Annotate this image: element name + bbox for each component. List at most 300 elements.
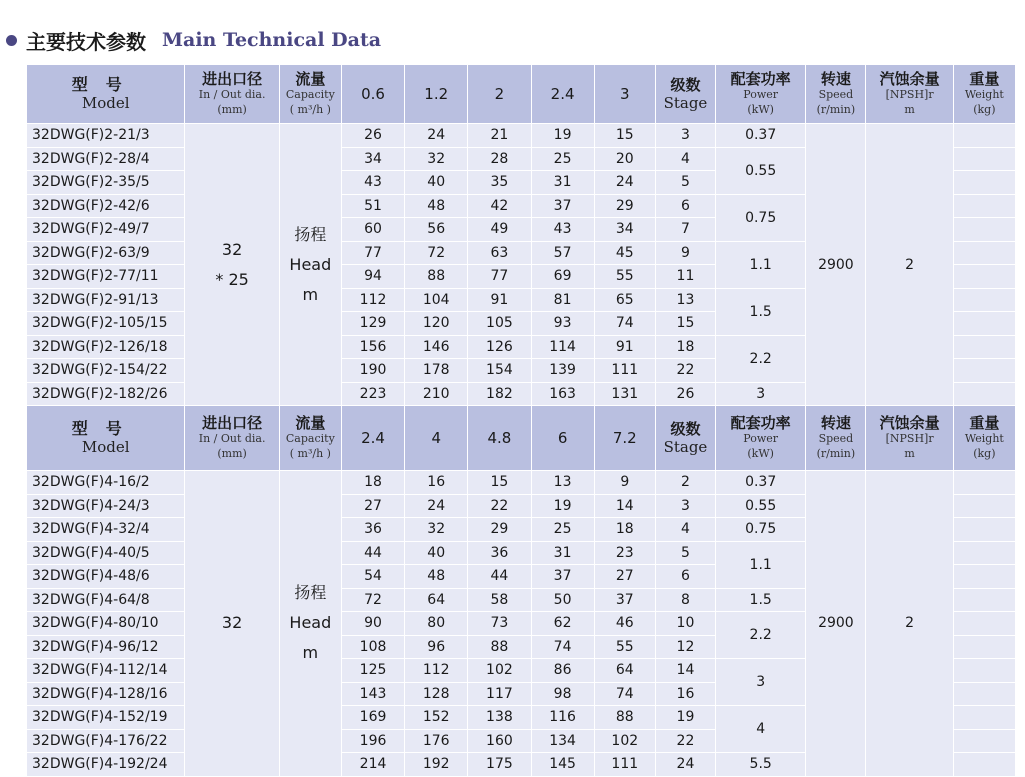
head-value-cell: 16 <box>405 471 468 495</box>
weight-cell <box>953 612 1015 636</box>
head-value-cell: 32 <box>405 518 468 542</box>
stage-cell: 3 <box>655 124 715 148</box>
head-value-cell: 154 <box>468 359 531 383</box>
head-value-cell: 129 <box>341 312 404 336</box>
npsh-cell: 2 <box>866 471 953 777</box>
header-npsh <box>866 65 953 124</box>
header-speed-en: Speed <box>818 432 854 446</box>
head-value-cell: 36 <box>341 518 404 542</box>
model-cell: 32DWG(F)4-40/5 <box>27 541 185 565</box>
model-cell: 32DWG(F)2-63/9 <box>27 241 185 265</box>
head-value-cell: 74 <box>594 312 655 336</box>
stage-cell: 19 <box>655 706 715 730</box>
weight-cell <box>953 518 1015 542</box>
header-weight-cn: 重量 <box>969 414 1000 433</box>
head-value-cell: 9 <box>594 471 655 495</box>
header-flow-value <box>594 65 655 124</box>
head-value-cell: 26 <box>341 124 404 148</box>
weight-cell <box>953 706 1015 730</box>
header-cap-unit: ( m³/h ) <box>289 446 331 460</box>
flow-value: 2 <box>494 84 505 103</box>
power-cell: 0.37 <box>716 471 806 495</box>
weight-cell <box>953 729 1015 753</box>
head-value-cell: 192 <box>405 753 468 777</box>
header-row <box>27 406 1016 471</box>
model-cell: 32DWG(F)4-64/8 <box>27 588 185 612</box>
page-title <box>6 25 381 55</box>
model-cell: 32DWG(F)2-105/15 <box>27 312 185 336</box>
header-dia-unit: (mm) <box>217 102 247 116</box>
weight-cell <box>953 335 1015 359</box>
model-cell: 32DWG(F)2-42/6 <box>27 194 185 218</box>
head-value-cell: 37 <box>531 194 594 218</box>
header-dia-cn: 进出口径 <box>202 414 263 433</box>
header-power-en: Power <box>743 432 779 446</box>
head-label-unit: m <box>302 284 319 304</box>
head-value-cell: 163 <box>531 382 594 406</box>
head-value-cell: 214 <box>341 753 404 777</box>
head-value-cell: 29 <box>594 194 655 218</box>
model-cell: 32DWG(F)2-154/22 <box>27 359 185 383</box>
head-value-cell: 25 <box>531 518 594 542</box>
stage-cell: 4 <box>655 147 715 171</box>
power-cell: 1.5 <box>716 288 806 335</box>
power-cell: 0.75 <box>716 518 806 542</box>
head-value-cell: 29 <box>468 518 531 542</box>
weight-cell <box>953 494 1015 518</box>
head-value-cell: 131 <box>594 382 655 406</box>
head-label-cn: 扬程 <box>294 583 327 603</box>
stage-cell: 11 <box>655 265 715 289</box>
header-cap-unit: ( m³/h ) <box>289 102 331 116</box>
head-value-cell: 27 <box>341 494 404 518</box>
head-value-cell: 102 <box>468 659 531 683</box>
head-value-cell: 108 <box>341 635 404 659</box>
head-value-cell: 88 <box>468 635 531 659</box>
header-weight-unit: (kg) <box>973 102 996 116</box>
stage-cell: 3 <box>655 494 715 518</box>
stage-cell: 6 <box>655 565 715 589</box>
model-cell: 32DWG(F)4-32/4 <box>27 518 185 542</box>
header-model-en: Model <box>81 94 130 112</box>
header-flow-value <box>531 65 594 124</box>
head-value-cell: 25 <box>531 147 594 171</box>
model-cell: 32DWG(F)2-182/26 <box>27 382 185 406</box>
weight-cell <box>953 288 1015 312</box>
stage-cell: 15 <box>655 312 715 336</box>
head-value-cell: 138 <box>468 706 531 730</box>
head-value-cell: 40 <box>405 541 468 565</box>
header-diameter <box>185 406 279 471</box>
model-cell: 32DWG(F)2-77/11 <box>27 265 185 289</box>
header-weight-unit: (kg) <box>973 446 996 460</box>
head-value-cell: 111 <box>594 753 655 777</box>
header-power <box>716 406 806 471</box>
flow-value: 4 <box>431 428 441 447</box>
header-stage-cn: 级数 <box>670 75 701 94</box>
stage-cell: 6 <box>655 194 715 218</box>
header-npsh-cn: 汽蚀余量 <box>879 70 940 89</box>
table-row <box>27 471 1016 495</box>
head-value-cell: 62 <box>531 612 594 636</box>
head-value-cell: 196 <box>341 729 404 753</box>
head-value-cell: 126 <box>468 335 531 359</box>
header-npsh <box>866 406 953 471</box>
head-value-cell: 178 <box>405 359 468 383</box>
header-dia-unit: (mm) <box>217 446 247 460</box>
header-model-cn: 型号 <box>71 419 140 438</box>
head-value-cell: 37 <box>594 588 655 612</box>
head-value-cell: 24 <box>405 124 468 148</box>
stage-cell: 16 <box>655 682 715 706</box>
head-value-cell: 81 <box>531 288 594 312</box>
head-value-cell: 77 <box>468 265 531 289</box>
head-value-cell: 55 <box>594 265 655 289</box>
head-value-cell: 134 <box>531 729 594 753</box>
head-value-cell: 156 <box>341 335 404 359</box>
head-value-cell: 72 <box>405 241 468 265</box>
head-value-cell: 146 <box>405 335 468 359</box>
head-value-cell: 190 <box>341 359 404 383</box>
head-value-cell: 31 <box>531 171 594 195</box>
header-npsh-en: [NPSH]r <box>885 88 934 102</box>
power-cell: 0.37 <box>716 124 806 148</box>
power-cell: 4 <box>716 706 806 753</box>
head-value-cell: 28 <box>468 147 531 171</box>
weight-cell <box>953 312 1015 336</box>
model-cell: 32DWG(F)4-192/24 <box>27 753 185 777</box>
head-value-cell: 40 <box>405 171 468 195</box>
weight-cell <box>953 659 1015 683</box>
head-value-cell: 27 <box>594 565 655 589</box>
header-weight-en: Weight <box>964 88 1004 102</box>
head-value-cell: 104 <box>405 288 468 312</box>
title-chinese: 主要技术参数 <box>26 29 146 54</box>
header-model-en: Model <box>81 438 130 456</box>
stage-cell: 7 <box>655 218 715 242</box>
stage-cell: 18 <box>655 335 715 359</box>
header-weight-en: Weight <box>964 432 1004 446</box>
head-value-cell: 55 <box>594 635 655 659</box>
head-value-cell: 94 <box>341 265 404 289</box>
header-stage-cn: 级数 <box>670 419 701 438</box>
header-speed <box>806 65 866 124</box>
header-power-en: Power <box>743 88 779 102</box>
stage-cell: 8 <box>655 588 715 612</box>
head-value-cell: 45 <box>594 241 655 265</box>
model-cell: 32DWG(F)2-91/13 <box>27 288 185 312</box>
header-cap-cn: 流量 <box>295 414 326 433</box>
head-value-cell: 69 <box>531 265 594 289</box>
header-npsh-unit: m <box>904 446 915 460</box>
head-value-cell: 24 <box>594 171 655 195</box>
head-value-cell: 112 <box>341 288 404 312</box>
diameter-cell <box>185 124 279 406</box>
header-weight <box>953 406 1015 471</box>
flow-value: 7.2 <box>612 428 637 447</box>
speed-cell: 2900 <box>806 471 866 777</box>
header-cap-en: Capacity <box>285 432 335 446</box>
head-value-cell: 210 <box>405 382 468 406</box>
head-value-cell: 48 <box>405 565 468 589</box>
diameter-value: 32 <box>221 613 243 633</box>
weight-cell <box>953 588 1015 612</box>
header-speed-unit: (r/min) <box>816 446 856 460</box>
stage-cell: 5 <box>655 541 715 565</box>
head-value-cell: 48 <box>405 194 468 218</box>
stage-cell: 22 <box>655 729 715 753</box>
stage-cell: 2 <box>655 471 715 495</box>
head-value-cell: 143 <box>341 682 404 706</box>
header-model-cn: 型号 <box>71 75 140 94</box>
head-value-cell: 120 <box>405 312 468 336</box>
stage-cell: 9 <box>655 241 715 265</box>
power-cell: 1.1 <box>716 541 806 588</box>
power-cell: 3 <box>716 382 806 406</box>
header-stage-en: Stage <box>663 437 708 456</box>
header-cap-en: Capacity <box>285 88 335 102</box>
header-npsh-unit: m <box>904 102 915 116</box>
npsh-cell: 2 <box>866 124 953 406</box>
head-value-cell: 105 <box>468 312 531 336</box>
head-value-cell: 117 <box>468 682 531 706</box>
weight-cell <box>953 541 1015 565</box>
head-value-cell: 24 <box>405 494 468 518</box>
stage-cell: 14 <box>655 659 715 683</box>
head-label-cell <box>279 471 341 777</box>
weight-cell <box>953 682 1015 706</box>
header-weight <box>953 65 1015 124</box>
head-label-cell <box>279 124 341 406</box>
weight-cell <box>953 635 1015 659</box>
head-value-cell: 65 <box>594 288 655 312</box>
header-flow-value <box>468 65 531 124</box>
header-dia-en: In / Out dia. <box>198 88 266 102</box>
head-value-cell: 91 <box>594 335 655 359</box>
stage-cell: 12 <box>655 635 715 659</box>
header-stage <box>655 65 715 124</box>
diameter-value: 32 <box>221 239 243 259</box>
head-label-cn: 扬程 <box>294 224 327 244</box>
head-value-cell: 64 <box>594 659 655 683</box>
stage-cell: 24 <box>655 753 715 777</box>
head-value-cell: 49 <box>468 218 531 242</box>
head-value-cell: 22 <box>468 494 531 518</box>
head-value-cell: 18 <box>341 471 404 495</box>
power-cell: 0.55 <box>716 494 806 518</box>
head-value-cell: 43 <box>531 218 594 242</box>
head-value-cell: 35 <box>468 171 531 195</box>
head-value-cell: 44 <box>341 541 404 565</box>
header-npsh-cn: 汽蚀余量 <box>879 414 940 433</box>
head-value-cell: 73 <box>468 612 531 636</box>
model-cell: 32DWG(F)4-96/12 <box>27 635 185 659</box>
power-cell: 5.5 <box>716 753 806 777</box>
header-speed-unit: (r/min) <box>816 102 856 116</box>
model-cell: 32DWG(F)2-28/4 <box>27 147 185 171</box>
head-value-cell: 57 <box>531 241 594 265</box>
header-flow-value <box>405 406 468 471</box>
head-value-cell: 18 <box>594 518 655 542</box>
diameter-value-alt: * 25 <box>215 269 249 289</box>
model-cell: 32DWG(F)4-24/3 <box>27 494 185 518</box>
power-cell: 1.5 <box>716 588 806 612</box>
stage-cell: 10 <box>655 612 715 636</box>
head-value-cell: 111 <box>594 359 655 383</box>
head-value-cell: 31 <box>531 541 594 565</box>
head-value-cell: 152 <box>405 706 468 730</box>
head-value-cell: 96 <box>405 635 468 659</box>
model-cell: 32DWG(F)4-112/14 <box>27 659 185 683</box>
head-value-cell: 98 <box>531 682 594 706</box>
flow-value: 2.4 <box>550 84 575 103</box>
diameter-cell <box>185 471 279 777</box>
weight-cell <box>953 241 1015 265</box>
head-value-cell: 15 <box>468 471 531 495</box>
header-cap-cn: 流量 <box>295 70 326 89</box>
table-row <box>27 124 1016 148</box>
flow-value: 1.2 <box>424 84 449 103</box>
header-capacity <box>279 65 341 124</box>
header-flow-value <box>531 406 594 471</box>
weight-cell <box>953 194 1015 218</box>
header-power <box>716 65 806 124</box>
header-dia-en: In / Out dia. <box>198 432 266 446</box>
model-cell: 32DWG(F)2-35/5 <box>27 171 185 195</box>
weight-cell <box>953 753 1015 777</box>
head-value-cell: 44 <box>468 565 531 589</box>
weight-cell <box>953 565 1015 589</box>
head-value-cell: 125 <box>341 659 404 683</box>
stage-cell: 22 <box>655 359 715 383</box>
weight-cell <box>953 265 1015 289</box>
flow-value: 4.8 <box>487 428 512 447</box>
head-value-cell: 19 <box>531 494 594 518</box>
header-speed-cn: 转速 <box>820 414 851 433</box>
head-value-cell: 64 <box>405 588 468 612</box>
header-flow-value <box>341 65 404 124</box>
weight-cell <box>953 171 1015 195</box>
flow-value: 2.4 <box>361 428 385 447</box>
head-value-cell: 32 <box>405 147 468 171</box>
header-row <box>27 65 1016 124</box>
head-value-cell: 80 <box>405 612 468 636</box>
model-cell: 32DWG(F)4-48/6 <box>27 565 185 589</box>
weight-cell <box>953 471 1015 495</box>
head-label-en: Head <box>289 254 332 274</box>
header-flow-value <box>468 406 531 471</box>
model-cell: 32DWG(F)4-152/19 <box>27 706 185 730</box>
head-value-cell: 72 <box>341 588 404 612</box>
head-value-cell: 88 <box>594 706 655 730</box>
header-weight-cn: 重量 <box>969 70 1000 89</box>
weight-cell <box>953 359 1015 383</box>
head-value-cell: 160 <box>468 729 531 753</box>
model-cell: 32DWG(F)4-16/2 <box>27 471 185 495</box>
stage-cell: 13 <box>655 288 715 312</box>
head-value-cell: 34 <box>341 147 404 171</box>
head-value-cell: 14 <box>594 494 655 518</box>
weight-cell <box>953 218 1015 242</box>
header-stage <box>655 406 715 471</box>
head-value-cell: 46 <box>594 612 655 636</box>
head-value-cell: 169 <box>341 706 404 730</box>
head-value-cell: 223 <box>341 382 404 406</box>
head-value-cell: 34 <box>594 218 655 242</box>
model-cell: 32DWG(F)2-126/18 <box>27 335 185 359</box>
flow-value: 0.6 <box>361 84 385 103</box>
stage-cell: 26 <box>655 382 715 406</box>
stage-cell: 4 <box>655 518 715 542</box>
power-cell: 0.75 <box>716 194 806 241</box>
head-value-cell: 102 <box>594 729 655 753</box>
header-stage-en: Stage <box>663 93 708 112</box>
technical-data-table <box>26 64 1016 777</box>
title-english: Main Technical Data <box>162 29 382 51</box>
head-value-cell: 58 <box>468 588 531 612</box>
head-value-cell: 42 <box>468 194 531 218</box>
header-power-cn: 配套功率 <box>730 414 791 433</box>
head-value-cell: 23 <box>594 541 655 565</box>
head-value-cell: 36 <box>468 541 531 565</box>
head-value-cell: 56 <box>405 218 468 242</box>
head-value-cell: 20 <box>594 147 655 171</box>
header-flow-value <box>405 65 468 124</box>
head-value-cell: 139 <box>531 359 594 383</box>
head-value-cell: 90 <box>341 612 404 636</box>
head-label-en: Head <box>289 613 332 633</box>
head-value-cell: 175 <box>468 753 531 777</box>
header-power-unit: (kW) <box>747 102 774 116</box>
head-value-cell: 43 <box>341 171 404 195</box>
model-cell: 32DWG(F)2-49/7 <box>27 218 185 242</box>
header-flow-value <box>594 406 655 471</box>
model-cell: 32DWG(F)4-176/22 <box>27 729 185 753</box>
head-value-cell: 54 <box>341 565 404 589</box>
header-npsh-en: [NPSH]r <box>885 432 934 446</box>
head-value-cell: 37 <box>531 565 594 589</box>
bullet-icon <box>6 35 17 46</box>
power-cell: 2.2 <box>716 612 806 659</box>
flow-value: 3 <box>620 84 630 103</box>
head-value-cell: 116 <box>531 706 594 730</box>
header-flow-value <box>341 406 404 471</box>
head-value-cell: 60 <box>341 218 404 242</box>
speed-cell: 2900 <box>806 124 866 406</box>
power-cell: 1.1 <box>716 241 806 288</box>
head-value-cell: 50 <box>531 588 594 612</box>
head-value-cell: 74 <box>531 635 594 659</box>
head-value-cell: 112 <box>405 659 468 683</box>
head-value-cell: 74 <box>594 682 655 706</box>
head-value-cell: 86 <box>531 659 594 683</box>
head-value-cell: 91 <box>468 288 531 312</box>
header-speed-en: Speed <box>818 88 854 102</box>
head-value-cell: 13 <box>531 471 594 495</box>
head-value-cell: 93 <box>531 312 594 336</box>
header-dia-cn: 进出口径 <box>202 70 263 89</box>
header-diameter <box>185 65 279 124</box>
head-value-cell: 88 <box>405 265 468 289</box>
power-cell: 0.55 <box>716 147 806 194</box>
head-value-cell: 19 <box>531 124 594 148</box>
head-value-cell: 176 <box>405 729 468 753</box>
header-model <box>27 406 185 471</box>
header-capacity <box>279 406 341 471</box>
header-model <box>27 65 185 124</box>
head-value-cell: 77 <box>341 241 404 265</box>
head-value-cell: 145 <box>531 753 594 777</box>
